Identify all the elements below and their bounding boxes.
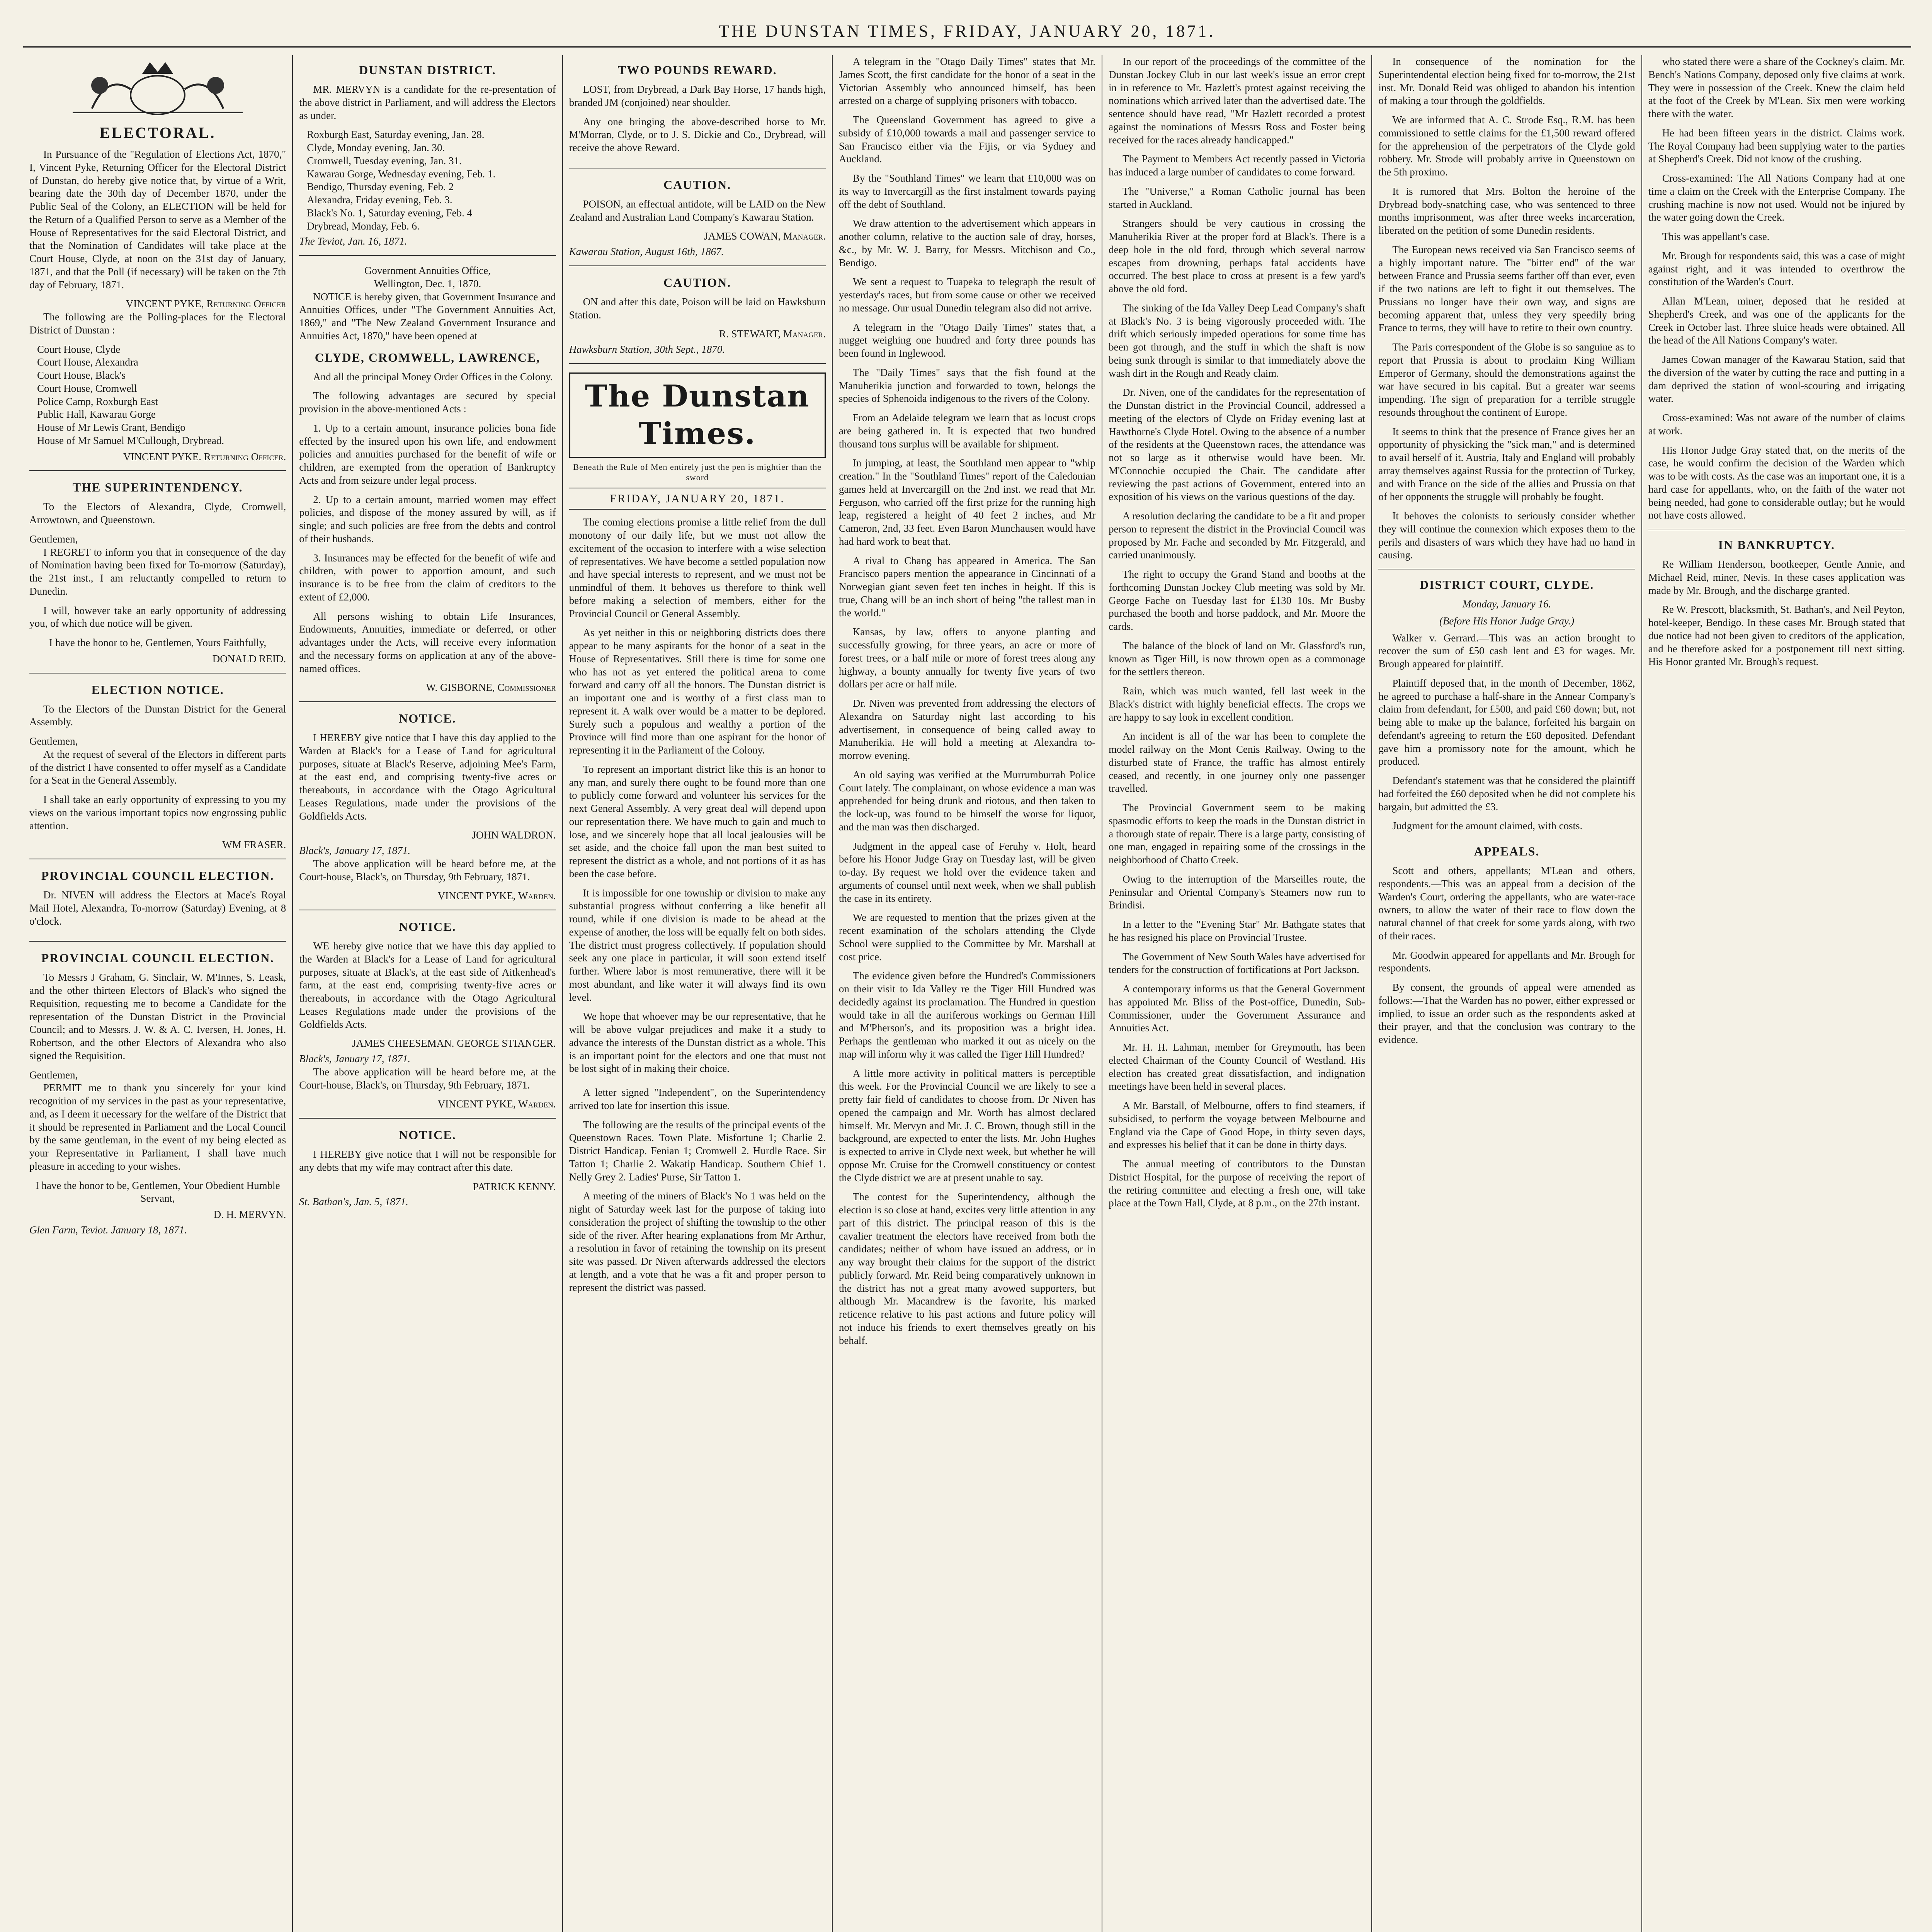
polling-place: House of Mr Lewis Grant, Bendigo xyxy=(37,422,185,433)
news-paragraph: Dr. Niven was prevented from addressing the electors of Alexandra on Saturday night last according to his advertisement, in consequence of being called away to Manuherikia. He will hold a meeting at Alexandra to-morrow evening. xyxy=(838,697,1096,761)
dunstan-body: MR. MERVYN is a candidate for the re-presentation of the above district in Parliament, and will address the Electors as under. xyxy=(299,83,556,121)
meeting-item: Black's No. 1, Saturday evening, Feb. 4 xyxy=(307,207,473,219)
news-paragraph: It is rumored that Mrs. Bolton the heroine of the Drybread body-snatching case, who was sentenced to three months imprisonment, was after three weeks incarceration, liberated on the petition of some Dunedin residents. xyxy=(1378,185,1635,236)
caution-1-body: POISON, an effectual antidote, will be LAID on the New Zealand and Australian Land Company's Kawarau Station. xyxy=(569,198,826,223)
polling-place: House of Mr Samuel M'Cullough, Drybread. xyxy=(37,434,224,446)
caution-notice-1 xyxy=(569,177,826,266)
lead-paragraph: As yet neither in this or neighboring districts does there appear to be many aspirants for the honor of a seat in the House of Representatives. Still there is time for some one who has not as yet entered the political arena to come forward and carry off all the honors. The Dunstan district is an important one and is worthy of a first class man to represent it. A walk over would be a matter to be deplored. Surely such a populous and wealthy a portion of the Province will find more than one aspirant for the honor of representing it in the Parliament of the Colony. xyxy=(569,627,826,756)
annuities-body-3: The following advantages are secured by special provision in the above-mentioned Acts : xyxy=(299,390,556,415)
meeting-item: Kawarau Gorge, Wednesday evening, Feb. 1. xyxy=(307,168,496,180)
meeting-item: Clyde, Monday evening, Jan. 30. xyxy=(307,142,445,153)
electoral-notice xyxy=(29,123,286,471)
news-paragraph: We are informed that A. C. Strode Esq., R.M. has been commissioned to settle claims for the £1,500 reward offered for the apprehension of the perpetrators of the Clyde gold robbery. Mr. Strode will probably arrive in Queenstown on the 5th proximo. xyxy=(1378,114,1635,178)
lead-paragraph: It is impossible for one township or division to make any substantial progress without conferring a like benefit all round, while if one division is made to be ahead at the expense of another, the loss will be equally felt on both sides. The district must progress collectively. If population should seek any one place in particular, it will soon extend itself further. Where labor is most remunerative, there will it be most abundant, and like water it will always find its own level. xyxy=(569,887,826,1003)
news-paragraph: We sent a request to Tuapeka to telegraph the result of yesterday's races, but from some cause or other we received no message. Our usual Dunedin telegram also did not arrive. xyxy=(838,276,1096,314)
news-paragraph: The evidence given before the Hundred's Commissioners on their visit to Ida Valley re the Tiger Hill Hundred was decidedly against its proclamation. The Hundred in question would take in all the auriferous workings on German Hill and M'Pherson's, and its proposition was a bright idea. Perhaps the gentleman who marked it out as nicely on the map will inform why it was called the Tiger Hill Hundred? xyxy=(838,970,1096,1060)
news-paragraph: Cross-examined: Was not aware of the number of claims at work. xyxy=(1648,412,1905,437)
section-divider xyxy=(1378,569,1635,570)
news-paragraph: Judgment in the appeal case of Feruhy v. Holt, heard before his Honor Judge Gray on Tuesday last, will be given to-day. By request we hold over the evidence taken and arguments of counsel until next week, when we shall publish the case in its entirety. xyxy=(838,840,1096,904)
news-paragraph: The balance of the block of land on Mr. Glassford's run, known as Tiger Hill, is now thrown open as a commonage for the settlers thereon. xyxy=(1109,639,1366,678)
news-paragraph: The Queensland Government has agreed to give a subsidy of £10,000 towards a mail and passenger service to San Francisco either via the Fijis, or via Sydney and Auckland. xyxy=(838,114,1096,165)
column-6 xyxy=(1372,55,1642,1932)
caution-2-date: Hawksburn Station, 30th Sept., 1870. xyxy=(569,344,725,355)
news-paragraph: From an Adelaide telegram we learn that as locust crops are being gathered in. It is expected that two hundred thousand tons surplus will be available for shipment. xyxy=(838,412,1096,450)
news-paragraph: It seems to think that the presence of France gives her an opportunity of physicking the "sick man," and is determined to avail herself of it. Austria, Italy and England will probably array themselves against Russia for the protection of Turkey, and with France on the side of the allies and Prussia on that of her opponents the struggle will probably be fought. xyxy=(1378,425,1635,503)
caution-notice-2 xyxy=(569,275,826,364)
annuities-notice xyxy=(299,264,556,702)
superintendency-notice xyxy=(29,480,286,673)
news-paragraph: The Payment to Members Act recently passed in Victoria has induced a large number of candidates to come forward. xyxy=(1109,153,1366,178)
news-paragraph: The "Universe," a Roman Catholic journal has been started in Auckland. xyxy=(1109,185,1366,210)
notice-2-title: NOTICE. xyxy=(399,920,456,934)
provincial-body-2: To Messrs J Graham, G. Sinclair, W. M'Innes, S. Leask, and the other thirteen Electors of Black's who signed the Requisition, requesting me to become a Candidate for the representation of the Dunstan District in the Provincial Council; and to Messrs. J. W. & A. C. Iversen, H. Jones, H. Robertson, and the other Electors of Alexandra who also signed the Requisition. xyxy=(29,971,286,1061)
annuities-point-3: 3. Insurances may be effected for the benefit of wife and children, with power to apportion amount, and such insurance is to be free from the claim of creditors to the extent of £2,000. xyxy=(299,552,556,603)
election-to: To the Electors of the Dunstan District for the General Assembly. xyxy=(29,703,286,728)
news-paragraph: Kansas, by law, offers to anyone planting and successfully growing, for three years, an acre or more of forest trees, or a half mile or more of forest trees along any highway, a bounty annually for twenty five years of two dollars per acre or half mile. xyxy=(838,626,1096,690)
column-2 xyxy=(293,55,563,1932)
section-divider xyxy=(1648,529,1905,530)
annuities-title: Government Annuities Office, xyxy=(364,265,491,276)
news-items xyxy=(569,1086,826,1294)
news-paragraph: He had been fifteen years in the district. Claims work. The Royal Company had been supplying water to the parties at Shepherd's Creek. Did not know of the crushing. xyxy=(1648,127,1905,165)
news-paragraph: The Government of New South Wales have advertised for tenders for the construction of fortifications at Port Jackson. xyxy=(1109,951,1366,976)
news-paragraph: A telegram in the "Otago Daily Times" states that Mr. James Scott, the first candidate for the honor of a seat in the Victorian Assembly who announced himself, has been arrested on a charge of supplying prisoners with tobacco. xyxy=(838,56,1096,107)
dunstan-date: The Teviot, Jan. 16, 1871. xyxy=(299,235,407,247)
news-paragraph: The sinking of the Ida Valley Deep Lead Company's shaft at Black's No. 3 is being vigorously proceeded with. The drift which seriously impeded operations for some time has been got through, and the stuff in which the shaft is now being sunk through is similar to that immediately above the wash dirt in the Rough and Ready claim. xyxy=(1109,302,1366,379)
polling-place: Police Camp, Roxburgh East xyxy=(37,395,158,407)
notice-1-title: NOTICE. xyxy=(399,711,456,725)
caution-2-body: ON and after this date, Poison will be laid on Hawksburn Station. xyxy=(569,296,826,321)
annuities-body: NOTICE is hereby given, that Government Insurance and Annuities Offices, under "The Government Annuities Act, 1869," and "The New Zealand Government Insurance and Annuities Act, 1870," have been opened at xyxy=(299,291,556,342)
notice-2-date: Black's, January 17, 1871. xyxy=(299,1053,410,1065)
notice-1-body-2: The above application will be heard before me, at the Court-house, Black's, on Thursday, 9th February, 1871. xyxy=(299,857,556,883)
provincial-signature-2: D. H. MERVYN. xyxy=(213,1209,286,1220)
provincial-salute-2: Gentlemen, xyxy=(29,1069,78,1081)
news-paragraph: A telegram in the "Otago Daily Times" states that, a nugget weighing one hundred and forty three pounds has been found in Inglewood. xyxy=(838,321,1096,359)
notice-3-body: I HEREBY give notice that I will not be responsible for any debts that my wife may contract after this date. xyxy=(299,1148,556,1173)
column-3 xyxy=(563,55,833,1932)
news-paragraph: A rival to Chang has appeared in America. The San Francisco papers mention the appearance in Cincinnati of a Norwegian giant seven feet ten inches in height. If this is true, Chang will be an inch short of being "the tallest man in the world." xyxy=(838,554,1096,619)
news-paragraph: A Mr. Barstall, of Melbourne, offers to find steamers, if subsidised, to perform the voyage between Melbourne and England via the Cape of Good Hope, in thirty seven days, and expresses his belief that it can be done in thirty days. xyxy=(1109,1100,1366,1151)
news-paragraph: The Provincial Government seem to be making spasmodic efforts to keep the roads in the Dunstan district in a thorough state of repair. There is a large party, consisting of one man, engaged in repairing some of the crossings in the neighborhood of Chatto Creek. xyxy=(1109,802,1366,866)
superintendency-signature: DONALD REID. xyxy=(212,653,286,665)
superintendency-body: I REGRET to inform you that in consequence of the day of Nomination having been fixed for To-morrow (Saturday), the 21st inst., I am reluctantly compelled to return to Dunedin. xyxy=(29,546,286,597)
columns xyxy=(23,55,1911,1932)
notice-3-title: NOTICE. xyxy=(399,1128,456,1142)
notice-1-signature: JOHN WALDRON. xyxy=(472,829,556,841)
caution-1-date: Kawarau Station, August 16th, 1867. xyxy=(569,246,724,257)
polling-place: Court House, Black's xyxy=(37,369,126,381)
news-paragraph: In a letter to the "Evening Star" Mr. Bathgate states that he has resigned his place on Provincial Trustee. xyxy=(1109,918,1366,943)
column-1 xyxy=(23,55,293,1932)
court-paragraph: Walker v. Gerrard.—This was an action brought to recover the sum of £50 cash lent and £3 for wages. Mr. Brough appeared for plaintiff. xyxy=(1378,632,1635,670)
meeting-item: Drybread, Monday, Feb. 6. xyxy=(307,220,420,232)
appeals-title: APPEALS. xyxy=(1474,844,1540,858)
annuities-signature: W. GISBORNE, Commissioner xyxy=(426,682,556,694)
meeting-item: Alexandra, Friday evening, Feb. 3. xyxy=(307,194,452,206)
annuities-point-2: 2. Up to a certain amount, married women may effect policies, and dispose of the money assured by will, as if single; and such policies are free from the debts and control of their husbands. xyxy=(299,493,556,544)
reward-title: TWO POUNDS REWARD. xyxy=(617,63,777,77)
meeting-item: Roxburgh East, Saturday evening, Jan. 28. xyxy=(307,129,485,141)
issue-dateline: FRIDAY, JANUARY 20, 1871. xyxy=(569,488,826,510)
bankruptcy-paragraph: Re W. Prescott, blacksmith, St. Bathan's, and Neil Peyton, hotel-keeper, Bendigo. In these cases Mr. Brough stated that due notice had not been given to creditors of the application, and he therefore asked for a postponement till next sitting. His Honor granted Mr. Brough's request. xyxy=(1648,604,1905,668)
news-paragraph: James Cowan manager of the Kawarau Station, said that the diversion of the water by cutting the race and putting in a dam deprived the station of wool-scouring and irrigating water. xyxy=(1648,354,1905,405)
annuities-date: Wellington, Dec. 1, 1870. xyxy=(374,277,481,289)
election-body: At the request of several of the Electors in different parts of the district I have consented to offer myself as a Candidate for a Seat in the General Assembly. xyxy=(29,748,286,786)
newspaper-nameplate: The Dunstan Times. xyxy=(569,372,826,458)
court-paragraph: Judgment for the amount claimed, with costs. xyxy=(1392,820,1583,832)
caution-1-title: CAUTION. xyxy=(663,177,731,192)
caution-1-signature: JAMES COWAN, Manager. xyxy=(704,230,826,242)
superintendency-title: THE SUPERINTENDENCY. xyxy=(72,480,243,495)
notice-2-body-2: The above application will be heard before me, at the Court-house, Black's, on Thursday, 9th February, 1871. xyxy=(299,1066,556,1091)
polling-place: Court House, Alexandra xyxy=(37,356,138,368)
news-paragraph: We are requested to mention that the prizes given at the recent examination of the scholars attending the Clyde School were supplied to the Committee by Mr. Marshall at cost price. xyxy=(838,912,1096,963)
news-paragraph: His Honor Judge Gray stated that, on the merits of the case, he would confirm the decision of the Warden which was to be with costs. As the case was an important one, it is a hard case for appellants, who, on the faith of the water not being needed, had gone to considerable outlay; but he would not have costs allowed. xyxy=(1648,444,1905,521)
polling-places-list xyxy=(29,343,286,447)
appeals-report xyxy=(1378,844,1635,1046)
notice-3 xyxy=(299,1127,556,1209)
notice-1-date: Black's, January 17, 1871. xyxy=(299,845,410,856)
news-paragraph: Allan M'Lean, miner, deposed that he resided at Shepherd's Creek, and was one of the applicants for the Creek in October last. Three sluice heads were obtained. All the head of the All Nations Company's water. xyxy=(1648,295,1905,346)
dunstan-district-notice xyxy=(299,62,556,256)
annuities-places: CLYDE, CROMWELL, LAWRENCE, xyxy=(315,350,541,364)
superintendency-salute: Gentlemen, xyxy=(29,533,78,545)
news-paragraph: The contest for the Superintendency, although the election is so close at hand, excites very little attention in any part of this district. The principal reason of this is the cavalier treatment the electors have received from both the candidates; neither of whom have issued an address, or in any way brought their claims for the support of the district publicly forward. Mr. Reid being comparatively unknown in the district has not a great many avowed supporters, but although Mr. Macandrew is the favorite, his marked reticence relative to his past actions and future policy will not induce his friends to exert themselves greatly on his behalf. xyxy=(838,1191,1096,1346)
news-paragraph: In our report of the proceedings of the committee of the Dunstan Jockey Club in our last week's issue an error crept in in reference to Mr. Hazlett's protest against receiving the nominations which arrived later than the advertised date. The sentence should have read, "Mr Hazlett recorded a protest against the nominations of Messrs Ross and Foster being received for the races already handicapped." xyxy=(1109,56,1366,146)
news-paragraph: An old saying was verified at the Murrumburrah Police Court lately. The complainant, on whose evidence a man was apprehended for being drunk and riotous, and then taken to the lock-up, was found to be himself the worse for liquor, and the man was then discharged. xyxy=(838,769,1096,833)
provincial-title-2: PROVINCIAL COUNCIL ELECTION. xyxy=(41,951,274,965)
provincial-title: PROVINCIAL COUNCIL ELECTION. xyxy=(41,869,274,883)
notice-2-signature: JAMES CHEESEMAN. GEORGE STIANGER. xyxy=(352,1037,556,1049)
meeting-item: Cromwell, Tuesday evening, Jan. 31. xyxy=(307,155,462,167)
provincial-close-2: I have the honor to be, Gentlemen, Your Obedient Humble Servant, xyxy=(35,1179,280,1204)
news-paragraph: We draw attention to the advertisement which appears in another column, relative to the auction sale of dray, horses, &c., by Mr. W. J. Barry, for Messrs. Mitchison and Co., Bendigo. xyxy=(838,218,1096,269)
polling-place: Court House, Cromwell xyxy=(37,382,137,394)
court-paragraph: Plaintiff deposed that, in the month of December, 1862, he agreed to purchase a half-share in the Annear Company's claim from defendant, for £500, and paid £60 down; but, not being able to make up the balance, forfeited his bargain on defendant's agreeing to return the £60 deposited. Defendant gave him a promissory note for the amount, which he produced. xyxy=(1378,677,1635,767)
news-paragraph: The "Daily Times" says that the fish found at the Manuherikia junction and forwarded to town, belongs the species of Sphenoida indigenous to the rivers of the Colony. xyxy=(838,366,1096,405)
news-paragraph: Mr. Brough for respondents said, this was a case of might against right, and it was intended to overthrow the constitution of the Warden's Court. xyxy=(1648,250,1905,288)
provincial-council-notice xyxy=(29,868,286,942)
bankruptcy-paragraph: Re William Henderson, bootkeeper, Gentle Annie, and Michael Reid, miner, Nevis. In these cases application was made by Mr. Brough, and the discharge granted. xyxy=(1648,558,1905,596)
news-paragraph: who stated there were a share of the Cockney's claim. Mr. Bench's Nations Company, deposed only five claims at work. They were in possession of the Creek. Knew the claim held at the foot of the Creek by M'Lean. Six men were working there with the water. xyxy=(1648,56,1905,119)
election-signature: WM FRASER. xyxy=(222,839,286,851)
provincial-body: Dr. NIVEN will address the Electors at Mace's Royal Mail Hotel, Alexandra, To-morrow (Saturday) Evening, at 8 o'clock. xyxy=(29,889,286,927)
notice-2 xyxy=(299,919,556,1119)
notice-3-signature: PATRICK KENNY. xyxy=(473,1180,556,1192)
news-paragraph: This was appellant's case. xyxy=(1662,231,1770,242)
polling-signature: VINCENT PYKE. Returning Officer. xyxy=(123,451,286,463)
district-court-report xyxy=(1378,577,1635,833)
news-paragraph: A resolution declaring the candidate to be a fit and proper person to represent the district in the Provincial Council was proposed by Mr. Fache and seconded by Mr. Fitzgerald, and carried unanimously. xyxy=(1109,510,1366,561)
notice-2-warden: VINCENT PYKE, Warden. xyxy=(437,1098,556,1110)
appeals-paragraph: Mr. Goodwin appeared for appellants and Mr. Brough for respondents. xyxy=(1378,949,1635,974)
news-paragraph: The following are the results of the principal events of the Queenstown Races. Town Plate. Misfortune 1; Charlie 2. District Handicap. Fenian 1; Cromwell 2. Hurdle Race. Sir Tatton 1; Charlie 2. Wakatip Handicap. Southern Chief 1. Nelly Grey 2. Ladies' Purse, Sir Tatton 1. xyxy=(569,1119,826,1183)
caution-2-signature: R. STEWART, Manager. xyxy=(719,328,826,340)
appeals-paragraph: By consent, the grounds of appeal were amended as follows:—That the Warden has no power, either expressed or implied, to issue an order such as the respondents asked at their prayer, and that the conclusion was contrary to the evidence. xyxy=(1378,981,1635,1045)
annuities-body-2: And all the principal Money Order Offices in the Colony. xyxy=(313,371,553,383)
reward-notice xyxy=(569,62,826,168)
news-paragraph: Cross-examined: The All Nations Company had at one time a claim on the Creek with the Enterprise Company. The crushing machine is now not used. Would not be injured by the water going down the Creek. xyxy=(1648,172,1905,223)
polling-place: Public Hall, Kawarau Gorge xyxy=(37,408,156,420)
superintendency-to: To the Electors of Alexandra, Clyde, Cromwell, Arrowtown, and Queenstown. xyxy=(29,501,286,526)
annuities-body-4: All persons wishing to obtain Life Insurances, Endowments, Annuities, immediate or deferred, or other advantages under the Acts, will receive every information and the necessary forms on application at any of the above-named offices. xyxy=(299,610,556,674)
news-paragraph: By the "Southland Times" we learn that £10,000 was on its way to Invercargill as the first instalment towards paying off the debt of Southland. xyxy=(838,172,1096,210)
news-paragraph: The annual meeting of contributors to the Dunstan District Hospital, for the purpose of receiving the report of the retiring committee and electing a fresh one, will take place at the Town Hall, Clyde, at 8 p.m., on the 27th instant. xyxy=(1109,1158,1366,1209)
news-paragraph: An incident is all of the war has been to complete the model railway on the Mont Cenis Railway. Owing to the disturbed state of France, the traffic has almost entirely ceased, and recently, in one journey only one passenger travelled. xyxy=(1109,730,1366,794)
column-7 xyxy=(1642,55,1911,1932)
caution-2-title: CAUTION. xyxy=(663,275,731,289)
polling-place: Court House, Clyde xyxy=(37,343,121,355)
notice-1-warden: VINCENT PYKE, Warden. xyxy=(437,890,556,902)
news-paragraph: Mr. H. H. Lahman, member for Greymouth, has been elected Chairman of the County Council of Westland. His election has created great dissatisfaction, and indignation meetings have been held in several places. xyxy=(1109,1041,1366,1092)
lead-paragraph: To represent an important district like this is an honor to any man, and surely there ought to be found more than one to publicly come forward and volunteer his services for the next General Assembly. A very great deal will depend upon our representation there. We have much to gain and much to lose, and we sincerely hope that all local jealousies will be set aside, and the choice fall upon the man best suited to represent the district as a whole, and not portions of it as has been the case before. xyxy=(569,763,826,879)
election-notice xyxy=(29,682,286,860)
bankruptcy-title: IN BANKRUPTCY. xyxy=(1718,538,1835,552)
column-5 xyxy=(1102,55,1372,1932)
superintendency-body-2: I will, however take an early opportunity of addressing you, of which due notice will be given. xyxy=(29,604,286,629)
meeting-item: Bendigo, Thursday evening, Feb. 2 xyxy=(307,181,454,193)
election-salute: Gentlemen, xyxy=(29,735,78,747)
superintendency-close: I have the honor to be, Gentlemen, Yours Faithfully, xyxy=(49,637,267,648)
news-paragraph: Owing to the interruption of the Marseilles route, the Peninsular and Oriental Company's Steamers now run to Brindisi. xyxy=(1109,873,1366,911)
provincial-date-2: Glen Farm, Teviot. January 18, 1871. xyxy=(29,1224,187,1236)
court-paragraph: Defendant's statement was that he considered the plaintiff had forfeited the £60 deposited when he did not complete his bargain, but admitted the £3. xyxy=(1378,775,1635,813)
news-paragraph: Rain, which was much wanted, fell last week in the Black's district with highly beneficial effects. The crops we are happy to say look in excellent condition. xyxy=(1109,685,1366,723)
meeting-schedule xyxy=(299,128,556,233)
reward-body-2: Any one bringing the above-described horse to Mr. M'Morran, Clyde, or to J. S. Dickie and Co., Drybread, will receive the above Reward. xyxy=(569,116,826,153)
court-title: DISTRICT COURT, CLYDE. xyxy=(1419,578,1594,592)
news-paragraph: A contemporary informs us that the General Government has appointed Mr. Bliss of the Post-office, Dunedin, Sub-Commissioner, under the Government Assurance and Annuities Act. xyxy=(1109,983,1366,1034)
dunstan-title: DUNSTAN DISTRICT. xyxy=(359,63,496,77)
annuities-point-1: 1. Up to a certain amount, insurance policies bona fide effected by the insured upon his own life, and endowment policies and annuities purchased for the benefit of wife or children, are exempted from the operation of Bankruptcy Acts and from seizure under legal process. xyxy=(299,422,556,486)
royal-crest-icon xyxy=(49,58,266,116)
bankruptcy-report xyxy=(1648,537,1905,668)
provincial-body-2b: PERMIT me to thank you sincerely for your kind recognition of my services in the past as your representative, and, as I deem it necessary for the welfare of the District that it should be represented in Parliament and the Local Council by the same gentleman, in the event of my being elected as your Representative in Parliament, I shall have much pleasure in acceding to your wishes. xyxy=(29,1082,286,1172)
court-judge: (Before His Honor Judge Gray.) xyxy=(1439,615,1575,627)
notice-1-body: I HEREBY give notice that I have this day applied to the Warden at Black's for a Lease of Land for agricultural purposes, situate at Black's Reserve, adjoining Mee's Farm, at the east end, and comprising twenty-five acres or thereabouts, in accordance with the Otago Agricultural Leases Regulations, made under the provisions of the Goldfields Acts. xyxy=(299,732,556,822)
election-title: ELECTION NOTICE. xyxy=(91,682,224,697)
reward-body: LOST, from Drybread, a Dark Bay Horse, 17 hands high, branded JM (conjoined) near shoulder. xyxy=(569,83,826,108)
news-paragraph: A letter signed "Independent", on the Superintendency arrived too late for insertion this issue. xyxy=(569,1087,826,1111)
notice-3-date: St. Bathan's, Jan. 5, 1871. xyxy=(299,1196,408,1208)
news-paragraph: A little more activity in political matters is perceptible this week. For the Provincial Council we are likely to see a pretty fair field of candidates to choose from. Dr Niven has opened the campaign and Mr. Worth has almost declared himself. Mr. Mervyn and Mr. J. C. Brown, though still in the background, are expected to enter the lists. Mr. John Hughes is expected to arrive in Clyde next week, but whether he will oppose Mr. Cruise for the Cromwell constituency or contest the Clyde district we are at present unable to say. xyxy=(838,1067,1096,1184)
polling-intro: The following are the Polling-places for the Electoral District of Dunstan : xyxy=(29,311,286,336)
news-paragraph: In jumping, at least, the Southland men appear to "whip creation." In the "Southland Times" report of the Caledonian games held at Invercargill on the 2nd inst. we read that Mr. Ferguson, who carried off the first prize for the running high leap, registered a height of 40 feet 2 inches, and Mr Cameron, 2nd, 33 feet. Even Baron Munchausen would have had hard work to beat that. xyxy=(838,457,1096,547)
court-date: Monday, January 16. xyxy=(1462,598,1551,610)
news-paragraph: Dr. Niven, one of the candidates for the representation of the Dunstan district in the Provincial Council, addressed a meeting of the electors of Clyde on Friday evening last at Hawthorne's Clyde Hotel. Owing to the absence of a number of the residents at the Queenstown races, the attendance was not so large as it otherwise would have been. Mr. M'Connochie occupied the Chair. The candidate after reviewing the past actions of Government, entered into an exposition of his views on the various questions of the day. xyxy=(1109,386,1366,503)
notice-2-body: WE hereby give notice that we have this day applied to the Warden at Black's for a Lease of Land for agricultural purposes, situate at Black's, at the east side of Aitkenhead's farm, at the east end, comprising twenty-five acres or thereabouts, in accordance with the Otago Agricultural Leases Regulations made under the provisions of the Goldfields Acts. xyxy=(299,940,556,1030)
newspaper-motto: Beneath the Rule of Men entirely just the pen is mightier than the sword xyxy=(573,462,822,483)
provincial-council-notice-2 xyxy=(29,950,286,1236)
leading-article xyxy=(569,516,826,1075)
news-paragraph: The Paris correspondent of the Globe is so sanguine as to report that Prussia is about to proclaim King William Emperor of Germany, should the demonstrations against the war have secured in his capital. But a greater war seems impending. The sign of preparation for a terrible struggle resounds throughout the continent of Europe. xyxy=(1378,341,1635,418)
notice-1 xyxy=(299,711,556,910)
news-paragraph: Strangers should be very cautious in crossing the Manuherikia River at the proper ford at Black's. There is a deep hole in the old ford, through which several narrow escapes from drowning, perhaps fatal accidents have occurred. The best place to cross at present is a few yard's above the old ford. xyxy=(1109,218,1366,294)
electoral-signature: VINCENT PYKE, Returning Officer xyxy=(126,298,286,310)
news-paragraph: In consequence of the nomination for the Superintendental election being fixed for to-morrow, the 21st inst. Mr. Donald Reid was obliged to abandon his intention of making a tour through the goldfields. xyxy=(1378,56,1635,107)
news-paragraph: The European news received via San Francisco seems of a highly important nature. The "bitter end" of the war between France and Prussia seems farther off than ever, even if the two nations are left to fight it out themselves. The Prussians no longer have their own way, and signs are becoming apparent that, unless they very speedily bring France to terms, they will have to retire to their own country. xyxy=(1378,243,1635,334)
electoral-title: ELECTORAL. xyxy=(99,124,216,141)
news-paragraph: It behoves the colonists to seriously consider whether they will continue the connexion which exposes them to the perils and disasters of wars which they have had no hand in causing. xyxy=(1378,510,1635,561)
electoral-body: In Pursuance of the "Regulation of Elections Act, 1870," I, Vincent Pyke, Returning Officer for the Electoral District of Dunstan, do hereby give notice that, by virtue of a Writ, bearing date the 30th day of December 1870, under the Public Seal of the Colony, an ELECTION will be held for the Return of a Qualified Person to serve as a Member of the House of Representatives for the said Electoral District, and that the Nomination of Candidates will take place at the Court House, Clyde, at noon on the 31st day of January, 1871, and that the Poll (if necessary) will be taken on the 7th day of February, 1871. xyxy=(29,148,286,291)
appeals-paragraph: Scott and others, appellants; M'Lean and others, respondents.—This was an appeal from a decision of the Warden's Court, ordering the appellants, who are water-race owners, to allow the water of their race to flow down the natural channel of that creek for some yards along, with two of their races. xyxy=(1378,865,1635,942)
news-paragraph: The right to occupy the Grand Stand and booths at the forthcoming Dunstan Jockey Club meeting was sold by Mr. George Fache on Tuesday last for £130 10s. Mr Busby purchased the booth and horse paddock, and Mr. Moore the cards. xyxy=(1109,568,1366,632)
lead-paragraph: The coming elections promise a little relief from the dull monotony of our daily life, but we must not allow the excitement of the occasion to interfere with a wise selection of representatives. We have become a settled population now and have special interests to represent, and we must not be unmindful of them. It behoves us therefore to think well before making a selection of members, either for the Provincial Council or General Assembly. xyxy=(569,516,826,619)
news-paragraph: A meeting of the miners of Black's No 1 was held on the night of Saturday week last for the purpose of taking into consideration the project of shifting the township to the other side of the river. After hearing explanations from Mr Arthur, a resolution in favor of retaining the township on its present site was passed. Dr Niven afterwards addressed the electors at length, and a vote that he was a fit and proper person to represent the district was passed. xyxy=(569,1190,826,1293)
lead-paragraph: We hope that whoever may be our representative, that he will be above vulgar prejudices and make it a study to advance the interests of the Dunstan district as a whole. This is an important point for the electors and one that must not be lost sight of in making their choice. xyxy=(569,1010,826,1075)
election-body-2: I shall take an early opportunity of expressing to you my views on the various important topics now engrossing public attention. xyxy=(29,794,286,832)
masthead: THE DUNSTAN TIMES, FRIDAY, JANUARY 20, 1871. xyxy=(23,15,1911,48)
column-4 xyxy=(833,55,1102,1932)
